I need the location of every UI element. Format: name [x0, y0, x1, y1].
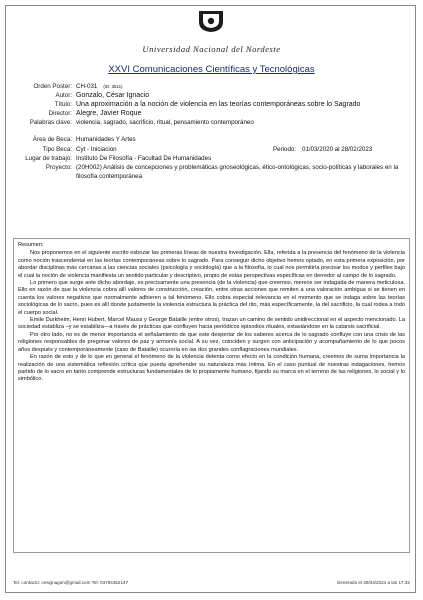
orden-code: CH-031: [76, 83, 98, 90]
abstract-paragraph: Nos proponemos en el siguiente escrito esbozar las primeras líneas de nuestra investigación. Ella, referida a la presencia del fenómeno de la violencia como noción trascendental en las teorías contemporáneas sobre lo sagrado. Para conseguir dicho objetivo hemos optado, en esta primera exposición, por abordar disciplinas más cercanas a las ciencias sociales (psicología y sociología) que a la filosofía, lo cual nos permitiría precisar los modos y perfiles bajo el cual la noción de violencia manifiesta un sentido particular y descriptivo, propio de estas perspectivas específicas en derredor al campo de lo sagrado.: [18, 250, 405, 279]
abstract-paragraph: Lo primero que surge ante dicho abordaje, es precisamente una presencia (de la violencia) que creemos, merece ser indagada de manera meticulosa. Ello en razón de que la violencia cobra allí valores de construcción, creación, entre otras acciones que remiten a una valoración ambigua si se tienen en cuenta los valores negativos que normalmente adhieren a tal fenómeno. Ello cobra especial relevancia en el momento que se indaga sobre las teorías sociológicas de lo sacro, pues es allí donde justamente la violencia estructura la práctica del rito, más específicamente, la del sacrificio, la cual rodea a todo el cuerpo social.: [18, 280, 405, 316]
row-proyecto: [14, 163, 409, 182]
periodo-value: 01/03/2020 al 28/02/2023: [302, 145, 373, 153]
orden-label: Orden Poster:: [33, 83, 72, 90]
abstract-paragraph: En razón de esto y de lo que en general el fenómeno de la violencia detenta como efecto en la condición humana, creemos de suma importancia la realización de una sistemática reflexión crítica que pueda aprehender su naturaleza más íntima. En el caso puntual de nuestras indagaciones, hemos partido de lo sacro en tanto comprende estructuras fundamentales de lo propiamente humano, fijando su marca en el terreno de las religiones, lo social y lo simbólico.: [18, 354, 405, 383]
lugar-label: Lugar de trabajo:: [25, 154, 72, 162]
autor-value: Gonzalo, César Ignacio: [76, 92, 150, 100]
row-autor: [14, 91, 409, 100]
palabras-label: Palabras clave:: [29, 119, 72, 127]
titulo-label: Título:: [54, 101, 72, 109]
metadata-block: [14, 82, 409, 182]
orden-value: [76, 82, 123, 91]
autor-label: Autor:: [55, 92, 72, 100]
area-label: Área de Beca:: [32, 136, 72, 144]
abstract-box: [13, 238, 410, 553]
periodo-label: Periodo:: [273, 145, 297, 153]
director-value: Alegre, Javier Roque: [76, 110, 142, 118]
university-logo-icon: [198, 9, 224, 33]
titulo-value: Una aproximación a la noción de violencia en las teorías contemporáneas sobre lo Sagrado: [76, 101, 361, 109]
abstract-paragraph: Emile Durkheim, Henri Hubert, Marcel Mauss y George Bataille (entre otros), trazan un camino de sentido unidireccional en el aspecto mencionado. La sociedad establiza –y se estabiliza—a través de prácticas que confluyen hacia periódicos episodios rituales, extasiándose en la catarsis sacrificial.: [18, 317, 405, 331]
row-director: [14, 109, 409, 118]
tipo-value: Cyt - Iniciacion: [76, 145, 117, 153]
abstract-heading: Resumen:: [18, 242, 44, 248]
footer-contact: Tel. contacto: cesignagon@gmail.com Tel: 03794352147: [13, 580, 129, 585]
congress-title: XXVI Comunicaciones Científicas y Tecnológicas: [108, 64, 315, 75]
director-label: Director:: [48, 110, 72, 118]
periodo: [273, 145, 372, 154]
palabras-value: violencia, sagrado, sacrificio, ritual, pensamiento contemporáneo: [76, 119, 254, 127]
tipo-label: Tipo Beca:: [42, 145, 72, 153]
proyecto-value: (20H002) Análisis de concepciones y problemáticas gnoseológicas, ético-ontológicas, socio-políticas y laborales en la filosofía contemporánea: [76, 163, 399, 180]
row-tipo: [14, 145, 409, 154]
row-orden: [14, 82, 409, 91]
row-titulo: [14, 100, 409, 109]
row-area: [14, 135, 409, 144]
orden-id: (ID: 3511): [103, 84, 123, 89]
row-palabras: [14, 118, 409, 127]
abstract-paragraph: Por otro lado, no es de menor importancia el señalamiento de que este despertar de los saberes acerca de lo sagrado confluye con una crisis de las religiones responsables de pregonar valores de paz y armonía social. A su vez, coinciden y surgen con anticipación y acompañamiento de lo que pocos años después y contemporáneamente (caso de Bataille) ocurriría en las dos grandes conflagraciones mundiales.: [18, 331, 405, 353]
university-name: Universidad Nacional del Nordeste: [142, 44, 281, 54]
footer-generated: Generado el 30/04/2024 a las 17:32: [336, 580, 410, 585]
proyecto-label: Proyecto:: [45, 163, 72, 171]
row-lugar: [14, 154, 409, 163]
lugar-value: Instituto De Filosofía - Facultad De Humanidades: [76, 154, 212, 162]
area-value: Humanidades Y Artes: [76, 136, 136, 144]
